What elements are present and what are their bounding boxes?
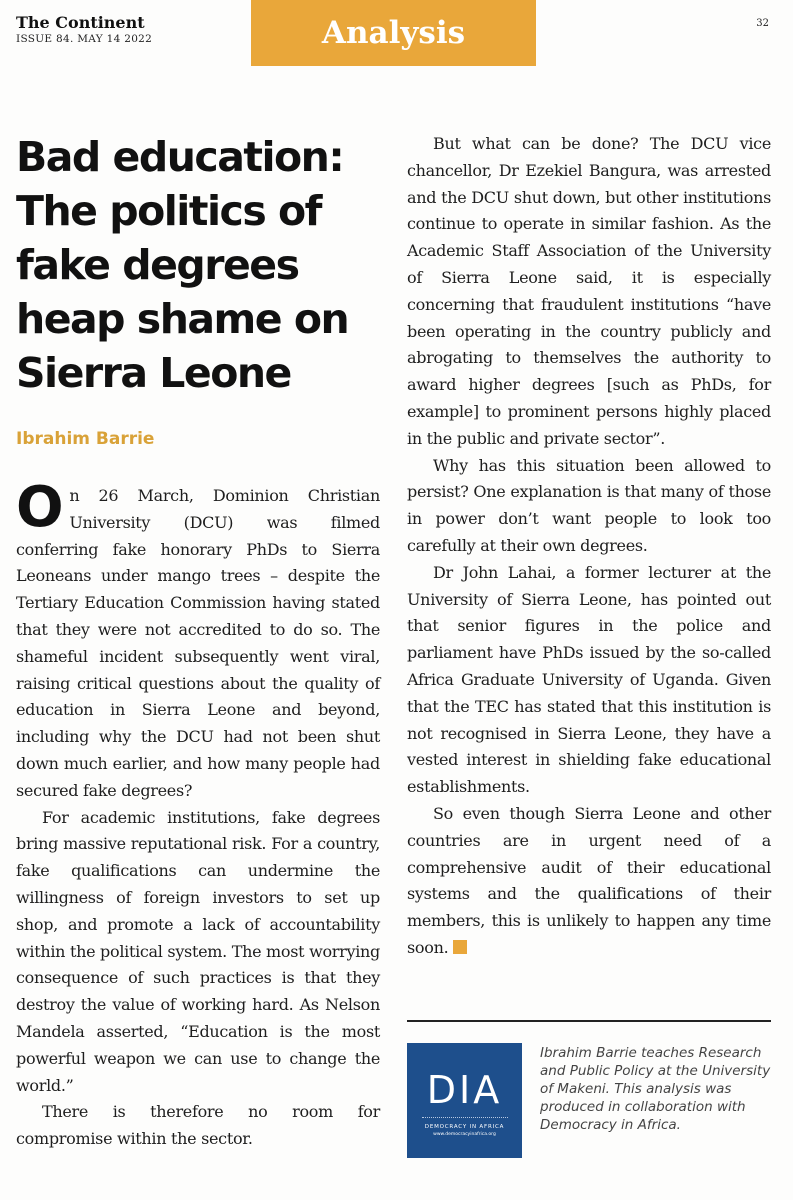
paragraph: But what can be done? The DCU vice chancellor, Dr Ezekiel Bangura, was arrested and the DCU shut down, but other institutions continue to operate in similar fashion. As the Academic Staff Association of the University of Sierra Leone said, it is especially concerning that fraudulent institutions “have been operating in the country publicly and abrogating to themselves the authority to award higher degrees [such as PhDs, for example] to prominent persons highly placed in the public and private sector”. bbox=[407, 134, 771, 448]
article-byline: Ibrahim Barrie bbox=[16, 429, 155, 449]
article-headline: Bad education: The politics of fake degrees heap shame on Sierra Leone bbox=[16, 133, 349, 397]
paragraph-text: So even though Sierra Leone and other countries are in urgent need of a comprehensive audit of their educational systems and the qualifications of their members, this is unlikely to happen any time soon. bbox=[407, 803, 771, 957]
article-column-right bbox=[407, 131, 771, 962]
paragraph: For academic institutions, fake degrees bring massive reputational risk. For a country, fake qualifications can undermine the willingness of foreign investors to set up shop, and promote a lack of accountability within the political system. The most worrying consequence of such practices is that they destroy the value of working hard. As Nelson Mandela asserted, “Education is the most powerful weapon we can use to change the world.” bbox=[16, 807, 380, 1095]
drop-cap: O bbox=[16, 475, 64, 540]
democracy-in-africa-logo bbox=[407, 1043, 522, 1158]
paragraph: Dr John Lahai, a former lecturer at the University of Sierra Leone, has pointed out that senior figures in the police and parliament have PhDs issued by the so-called Africa Graduate University of Uganda. Given that the TEC has stated that this institution is not recognised in Sierra Leone, they have a vested interest in shielding fake educational establishments. bbox=[407, 562, 771, 797]
section-label: Analysis bbox=[251, 0, 536, 66]
paragraph bbox=[16, 475, 380, 805]
logo-dotted-line bbox=[422, 1117, 508, 1118]
masthead bbox=[16, 14, 152, 46]
paragraph: There is therefore no room for compromise within the sector. bbox=[16, 1102, 380, 1149]
issue-info: ISSUE 84. MAY 14 2022 bbox=[16, 33, 153, 45]
divider bbox=[407, 1020, 771, 1022]
author-bio: Ibrahim Barrie teaches Research and Public Policy at the University of Makeni. This analysis was produced in collaboration with Democracy in Africa. bbox=[540, 1045, 771, 1133]
page-number: 32 bbox=[756, 18, 769, 29]
paragraph bbox=[407, 801, 771, 962]
logo-subtitle: DEMOCRACY IN AFRICA bbox=[424, 1124, 505, 1130]
end-of-article-icon bbox=[453, 940, 467, 954]
paragraph: Why has this situation been allowed to persist? One explanation is that many of those in power don’t want people to look too carefully at their own degrees. bbox=[407, 455, 771, 555]
article-column-left bbox=[16, 475, 380, 1153]
logo-url: www.democracyinafrica.org bbox=[433, 1132, 496, 1137]
logo-letters: DIA bbox=[426, 1068, 503, 1112]
publication-name: The Continent bbox=[16, 13, 145, 32]
paragraph-text: n 26 March, Dominion Christian University (DCU) was filmed conferring fake honorary PhDs to Sierra Leoneans under mango trees – despite the Tertiary Education Commission having stated that they were not accredited to do so. The shameful incident subsequently went viral, raising critical questions about the quality of education in Sierra Leone and beyond, including why the DCU had not been shut down much earlier, and how many people had secured fake degrees? bbox=[16, 486, 380, 800]
